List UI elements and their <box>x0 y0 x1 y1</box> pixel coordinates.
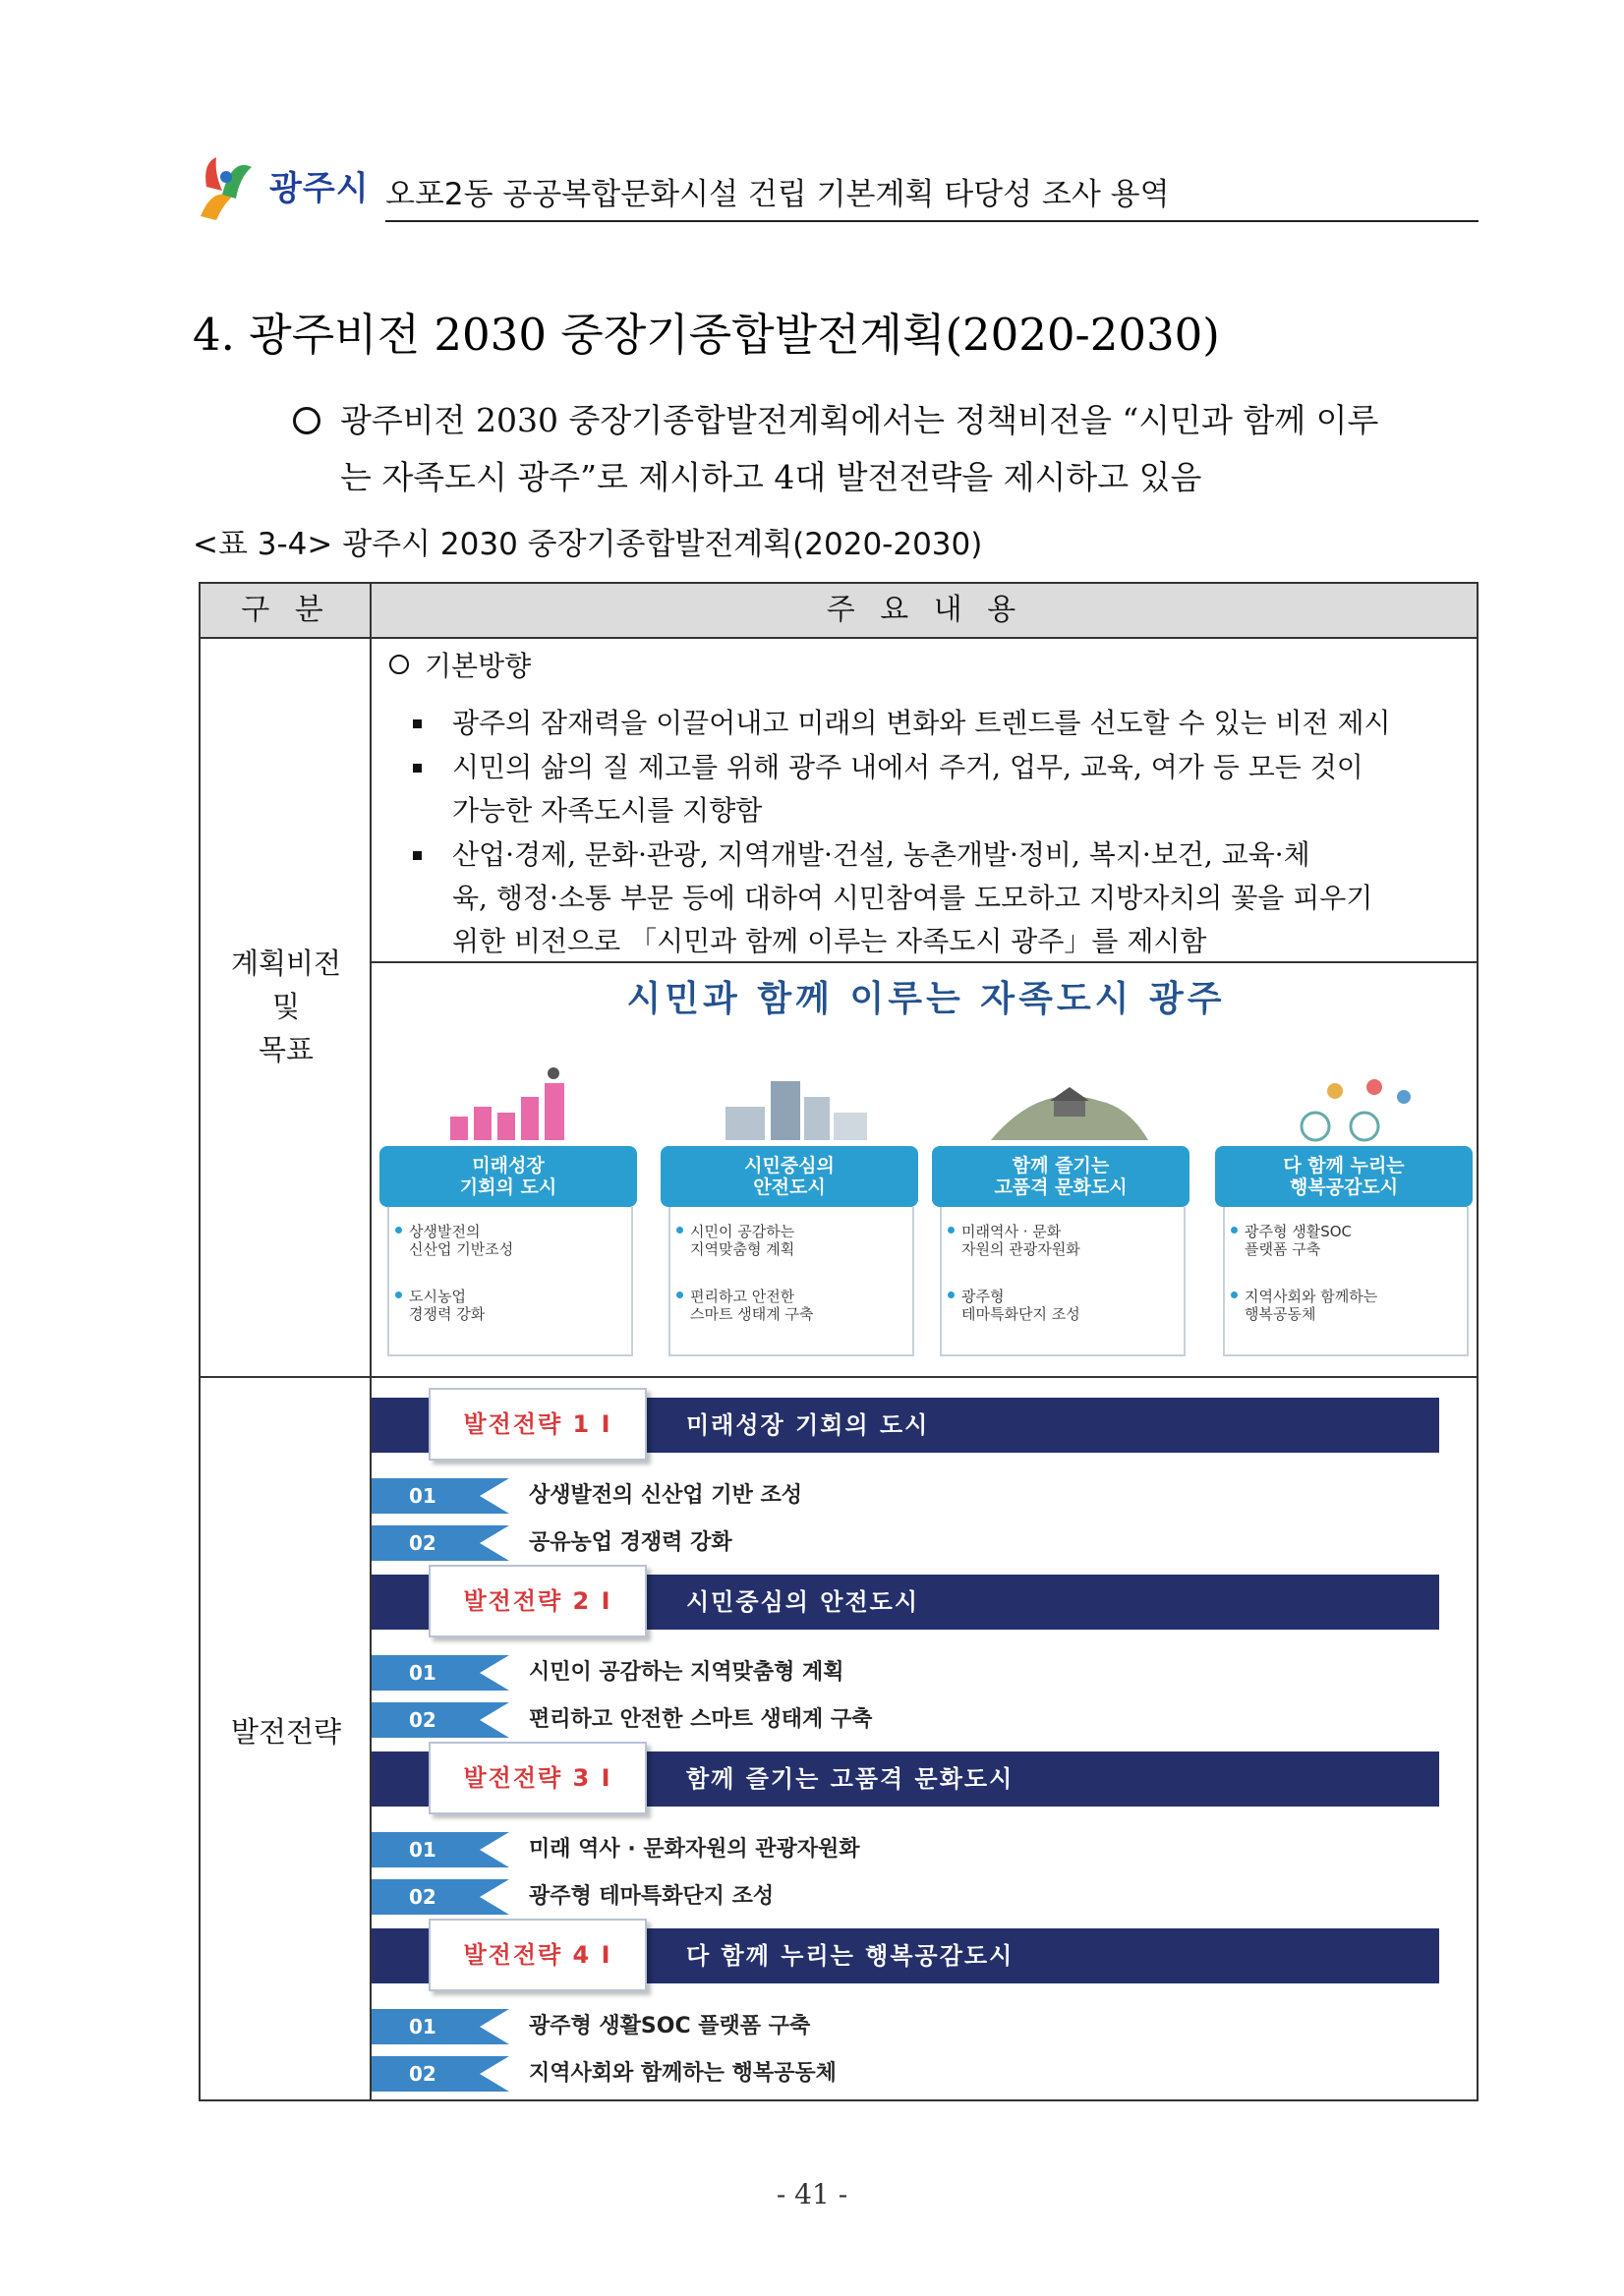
intro-line-1: 광주비전 2030 중장기종합발전계획에서는 정책비전을 “시민과 함께 이루 <box>340 401 1379 439</box>
header-divider <box>385 220 1479 222</box>
vision-card-item: 지역사회와 함께하는 행복공동체 <box>1245 1288 1378 1323</box>
strategy-item-text: 시민이 공감하는 지역맞춤형 계획 <box>529 1660 844 1685</box>
vision-card-item: 미래역사 · 문화 자원의 관광자원화 <box>961 1223 1080 1258</box>
strategy-item-number: 01 <box>409 1838 436 1862</box>
city-buildings-illustration-icon <box>706 1062 883 1144</box>
bullet-line: 가능한 자족도시를 지향함 <box>452 794 763 827</box>
vision-card-item: 상생발전의 신산업 기반조성 <box>409 1223 514 1258</box>
vision-card-item: 광주형 테마특화단지 조성 <box>961 1288 1080 1323</box>
section-title: 4. 광주비전 2030 중장기종합발전계획(2020-2030) <box>193 309 1220 361</box>
vision-title: 시민과 함께 이루는 자족도시 광주 <box>626 979 1226 1019</box>
strategy-banner-4 <box>372 1928 1439 1983</box>
vision-infographic <box>372 584 1480 1376</box>
row-label-vision-line-1: 계획비전 <box>230 947 342 980</box>
strategy-title: 다 함께 누리는 행복공감도시 <box>686 1942 1015 1970</box>
strategy-label: 발전전략 1 I <box>429 1388 647 1461</box>
city-logo <box>193 147 370 224</box>
strategy-item-number: 01 <box>409 2015 436 2038</box>
vision-card-heading-line: 함께 즐기는 <box>1012 1155 1110 1177</box>
strategy-label: 발전전략 4 I <box>429 1919 647 1991</box>
bullet-line: 위한 비전으로 「시민과 함께 이루는 자족도시 광주」를 제시함 <box>452 925 1207 957</box>
strategy-item-text: 상생발전의 신산업 기반 조성 <box>529 1483 803 1508</box>
vision-card-3 <box>932 1146 1189 1358</box>
strategy-item-number: 02 <box>409 2062 436 2086</box>
city-emblem-icon <box>193 147 261 224</box>
strategy-title: 함께 즐기는 고품격 문화도시 <box>686 1765 1015 1793</box>
bullet-line: 산업·경제, 문화·관광, 지역개발·건설, 농촌개발·정비, 복지·보건, 교육·체 <box>452 838 1310 871</box>
strategy-item-text: 편리하고 안전한 스마트 생태계 구축 <box>529 1707 873 1732</box>
strategy-banner-1 <box>372 1398 1439 1453</box>
vision-card-item: 편리하고 안전한 스마트 생태계 구축 <box>690 1288 814 1323</box>
vision-card-4 <box>1215 1146 1473 1358</box>
vision-card-body <box>1223 1207 1469 1356</box>
vision-card-item: 시민이 공감하는 지역맞춤형 계획 <box>690 1223 795 1258</box>
vision-card-heading-line: 기회의 도시 <box>459 1177 557 1198</box>
growth-bars-illustration-icon <box>431 1062 608 1144</box>
vision-card-heading <box>379 1146 637 1207</box>
strategy-item-number: 02 <box>409 1885 436 1909</box>
strategy-banner-3 <box>372 1751 1439 1807</box>
page-number: - 41 - <box>776 2178 848 2210</box>
strategy-title: 미래성장 기회의 도시 <box>686 1411 930 1439</box>
intro-line-2: 는 자족도시 광주”로 제시하고 4대 발전전략을 제시하고 있음 <box>340 458 1202 496</box>
strategy-diagram <box>372 1376 1480 2103</box>
strategy-item-text: 미래 역사 · 문화자원의 관광자원화 <box>529 1837 860 1862</box>
strategy-item-number: 01 <box>409 1484 436 1508</box>
vision-card-2 <box>661 1146 918 1358</box>
vision-card-heading-line: 행복공감도시 <box>1289 1177 1399 1198</box>
vision-card-heading <box>661 1146 918 1207</box>
row-label-vision-line-3: 목표 <box>258 1033 315 1066</box>
strategy-item-number: 02 <box>409 1531 436 1555</box>
vision-card-heading <box>1215 1146 1473 1207</box>
strategy-item-text: 광주형 테마특화단지 조성 <box>529 1884 775 1909</box>
strategy-label: 발전전략 2 I <box>429 1565 647 1637</box>
strategy-item-text: 지역사회와 함께하는 행복공동체 <box>529 2061 837 2086</box>
vision-card-body <box>387 1207 633 1356</box>
document-header-title: 오포2동 공공복합문화시설 건립 기본계획 타당성 조사 용역 <box>385 177 1170 212</box>
strategy-item-text: 광주형 생활SOC 플랫폼 구축 <box>529 2014 811 2038</box>
vision-card-item: 도시농업 경쟁력 강화 <box>409 1288 486 1323</box>
vision-card-heading-line: 시민중심의 <box>744 1155 835 1177</box>
vision-card-heading-line: 안전도시 <box>753 1177 826 1198</box>
vision-card-heading <box>932 1146 1189 1207</box>
plan-table <box>199 582 1479 2101</box>
vision-card-body <box>940 1207 1186 1356</box>
vision-card-1 <box>379 1146 637 1358</box>
circle-bullet-icon <box>293 407 320 434</box>
bullet-line: 육, 행정·소통 부문 등에 대하여 시민참여를 도모하고 지방자치의 꽃을 피우기 <box>452 882 1373 914</box>
row-label-vision-line-2: 및 <box>271 990 300 1023</box>
strategy-label: 발전전략 3 I <box>429 1742 647 1814</box>
vision-card-heading-line: 고품격 문화도시 <box>994 1177 1128 1198</box>
vision-card-heading-line: 다 함께 누리는 <box>1283 1155 1405 1177</box>
strategy-banner-2 <box>372 1575 1439 1630</box>
family-bicycle-illustration-icon <box>1266 1062 1443 1144</box>
vision-card-body <box>668 1207 914 1356</box>
vision-card-heading-line: 미래성장 <box>472 1155 545 1177</box>
vision-card-item: 광주형 생활SOC 플랫폼 구축 <box>1245 1223 1353 1258</box>
strategy-item-number: 01 <box>409 1661 436 1685</box>
logo-text: 광주시 <box>269 169 370 208</box>
table-caption: <표 3-4> 광주시 2030 중장기종합발전계획(2020-2030) <box>193 527 983 562</box>
fortress-illustration-icon <box>981 1062 1158 1144</box>
strategy-item-text: 공유농업 경쟁력 강화 <box>529 1530 732 1555</box>
table-header-category: 구 분 <box>241 593 331 627</box>
row-label-strategy: 발전전략 <box>230 1715 342 1749</box>
strategy-item-number: 02 <box>409 1708 436 1732</box>
bullet-line: 광주의 잠재력을 이끌어내고 미래의 변화와 트렌드를 선도할 수 있는 비전 제시 <box>452 707 1391 739</box>
strategy-title: 시민중심의 안전도시 <box>686 1588 920 1616</box>
bullet-line: 시민의 삶의 질 제고를 위해 광주 내에서 주거, 업무, 교육, 여가 등 모든 것이 <box>452 751 1363 783</box>
table-header-content: 주 요 내 용 <box>826 593 1024 627</box>
basic-direction-heading: 기본방향 <box>425 650 532 682</box>
